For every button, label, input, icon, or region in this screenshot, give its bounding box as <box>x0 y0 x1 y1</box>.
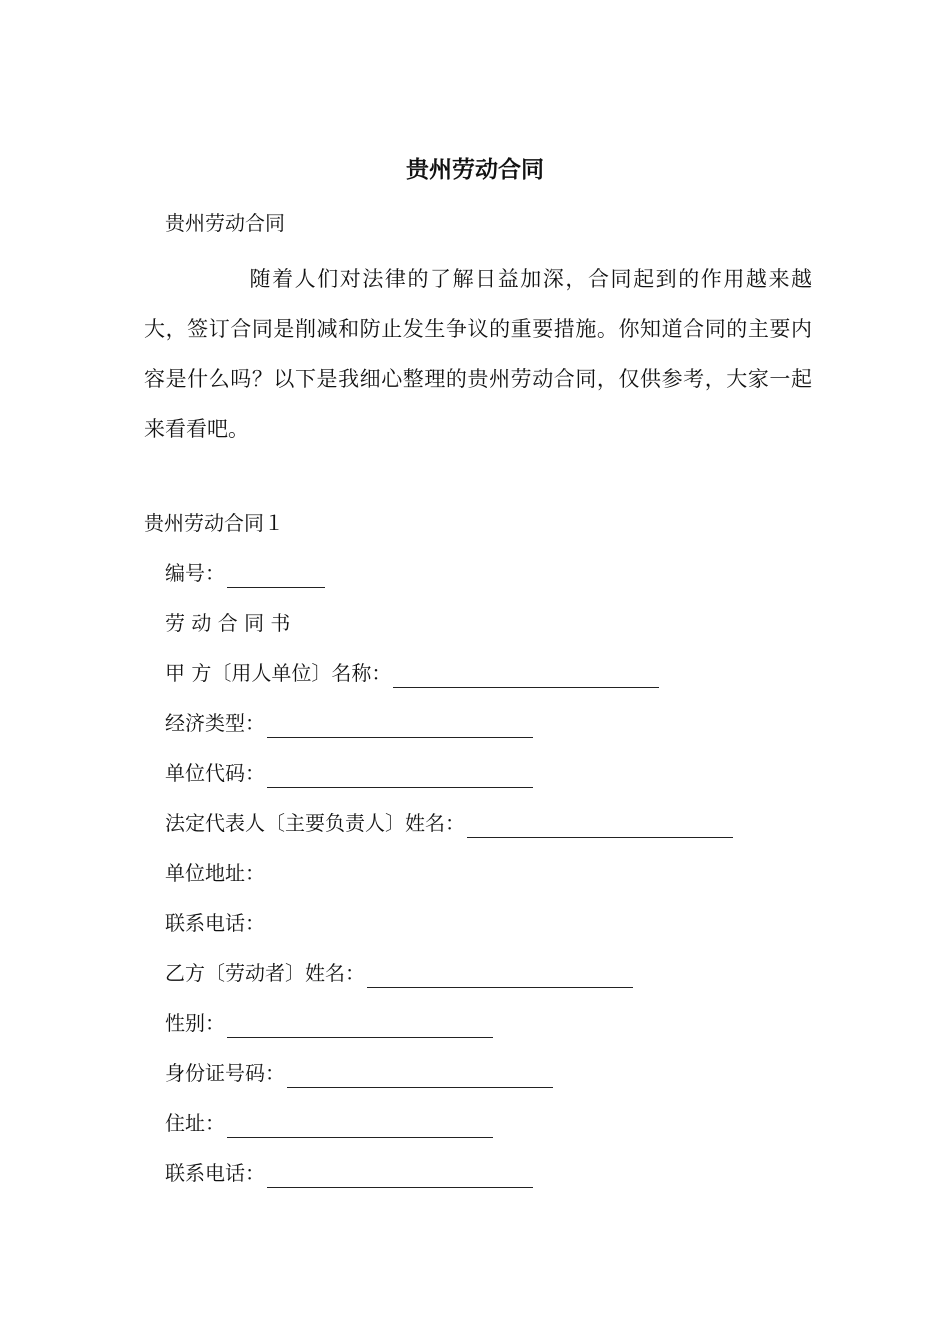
field-contact-phone-a <box>165 908 265 938</box>
intro-paragraph <box>144 254 812 454</box>
field-contact-phone-a-label: 联系电话： <box>165 911 265 935</box>
field-number-label: 编号： <box>165 561 225 585</box>
section-title: 贵州劳动合同１ <box>144 511 284 535</box>
field-unit-address <box>165 858 265 888</box>
field-gender-blank <box>227 1015 493 1038</box>
field-legal-rep-blank <box>467 815 733 838</box>
field-legal-rep <box>165 808 733 838</box>
field-address-label: 住址： <box>165 1111 225 1135</box>
field-contact-phone-b-blank <box>267 1165 533 1188</box>
field-economic-type-blank <box>267 715 533 738</box>
contract-book-heading <box>165 608 290 638</box>
field-address-blank <box>227 1115 493 1138</box>
document-subtitle: 贵州劳动合同 <box>165 211 285 235</box>
field-address <box>165 1108 493 1138</box>
field-gender-label: 性别： <box>165 1011 225 1035</box>
field-unit-code <box>165 758 533 788</box>
field-id-number <box>165 1058 553 1088</box>
field-id-number-blank <box>287 1065 553 1088</box>
field-party-b-name <box>165 958 633 988</box>
field-economic-type-label: 经济类型： <box>165 711 265 735</box>
field-economic-type <box>165 708 533 738</box>
field-contact-phone-b-label: 联系电话： <box>165 1161 265 1185</box>
field-contact-phone-b <box>165 1158 533 1188</box>
field-party-a-name-label: 甲 方〔用人单位〕名称： <box>165 661 392 685</box>
field-gender <box>165 1008 493 1038</box>
field-legal-rep-label: 法定代表人〔主要负责人〕姓名： <box>165 811 465 835</box>
field-number <box>165 558 325 588</box>
field-party-a-name <box>165 658 659 688</box>
field-unit-address-label: 单位地址： <box>165 861 265 885</box>
intro-text: 随着人们对法律的了解日益加深，合同起到的作用越来越大，签订合同是削减和防止发生争议的重要措施。你知道合同的主要内容是什么吗？以下是我细心整理的贵州劳动合同，仅供参考，大家一起来看看吧。 <box>144 267 812 441</box>
field-party-b-name-label: 乙方〔劳动者〕姓名： <box>165 961 365 985</box>
field-number-blank <box>227 565 325 588</box>
field-party-b-name-blank <box>367 965 633 988</box>
contract-book-label: 劳 动 合 同 书 <box>165 611 291 635</box>
field-id-number-label: 身份证号码： <box>165 1061 285 1085</box>
field-party-a-name-blank <box>393 665 659 688</box>
document-title: 贵州劳动合同 <box>406 156 544 183</box>
field-unit-code-blank <box>267 765 533 788</box>
field-unit-code-label: 单位代码： <box>165 761 265 785</box>
